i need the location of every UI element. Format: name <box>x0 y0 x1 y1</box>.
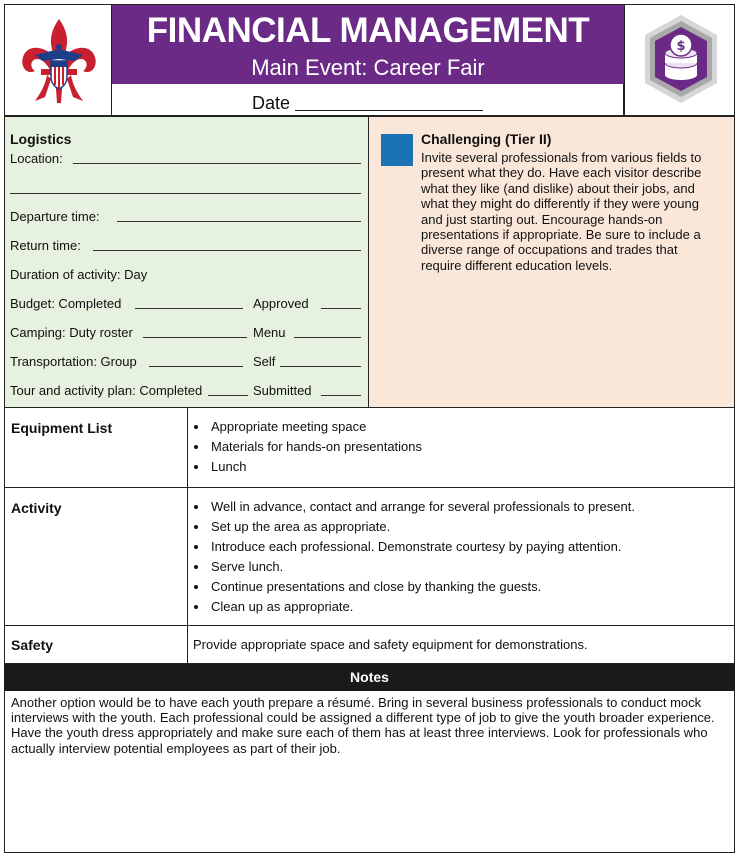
list-item: • Well in advance, contact and arrange for several professionals to present. <box>209 497 635 517</box>
date-field-line[interactable] <box>295 110 483 111</box>
departure-field[interactable] <box>117 221 361 222</box>
return-field[interactable] <box>93 250 361 251</box>
list-item: • Continue presentations and close by thanking the guests. <box>209 577 635 597</box>
tour-label: Tour and activity plan: Completed <box>10 383 203 398</box>
submitted-label: Submitted <box>253 383 312 398</box>
logistics-heading: Logistics <box>10 131 72 147</box>
page-title: FINANCIAL MANAGEMENT <box>146 11 590 50</box>
list-item: • Clean up as appropriate. <box>209 597 635 617</box>
activity-list <box>191 497 635 617</box>
list-item: • Materials for hands-on presentations <box>209 437 422 457</box>
self-label: Self <box>253 354 276 369</box>
location-field-line2[interactable] <box>10 193 361 194</box>
tier-title: Challenging (Tier II) <box>421 131 552 147</box>
list-item: • Introduce each professional. Demonstrate courtesy by paying attention. <box>209 537 635 557</box>
duration-label: Duration of activity: Day <box>10 267 148 282</box>
menu-label: Menu <box>253 325 286 340</box>
equipment-row <box>4 408 735 488</box>
approved-label: Approved <box>253 296 309 311</box>
self-field[interactable] <box>280 366 361 367</box>
camping-field[interactable] <box>143 337 247 338</box>
menu-field[interactable] <box>294 337 361 338</box>
column-divider <box>187 408 188 487</box>
column-divider <box>187 488 188 625</box>
budget-label: Budget: Completed <box>10 296 122 311</box>
date-box <box>112 84 624 116</box>
budget-field[interactable] <box>135 308 243 309</box>
activity-label: Activity <box>11 500 62 516</box>
camping-label: Camping: Duty roster <box>10 325 133 340</box>
tier-color-square <box>381 134 413 166</box>
transportation-label: Transportation: Group <box>10 354 137 369</box>
notes-text: Another option would be to have each youth prepare a résumé. Bring in several business professionals to conduct mock interviews with the youth. Each professional could be assigned a different type of job to give the youth broader experience. Have the youth dress appropriately and make sure each of them has at least three interviews. Look for professionals who actually interview potential employees as part of their job. <box>11 695 715 756</box>
svg-text:$: $ <box>676 39 686 54</box>
safety-text: Provide appropriate space and safety equipment for demonstrations. <box>193 637 588 652</box>
challenge-panel <box>369 116 735 408</box>
financial-management-coins-icon <box>625 5 736 117</box>
bsa-fleur-de-lis-icon <box>5 5 113 117</box>
approved-field[interactable] <box>321 308 361 309</box>
submitted-field[interactable] <box>321 395 361 396</box>
transportation-field[interactable] <box>149 366 243 367</box>
location-field[interactable] <box>73 163 361 164</box>
safety-label: Safety <box>11 637 54 653</box>
column-divider <box>187 626 188 663</box>
location-label: Location: <box>10 151 63 166</box>
equipment-label: Equipment List <box>11 420 113 436</box>
list-item: • Set up the area as appropriate. <box>209 517 635 537</box>
title-bar <box>112 4 624 84</box>
list-item: • Appropriate meeting space <box>209 417 422 437</box>
logistics-panel <box>4 116 369 408</box>
date-label: Date <box>252 93 291 113</box>
notes-panel <box>4 691 735 853</box>
list-item: • Serve lunch. <box>209 557 635 577</box>
return-label: Return time: <box>10 238 81 253</box>
page-subtitle: Main Event: Career Fair <box>251 55 485 80</box>
logo-panel <box>4 4 112 116</box>
equipment-list <box>191 417 422 477</box>
badge-panel <box>624 4 735 116</box>
safety-row <box>4 626 735 664</box>
activity-row <box>4 488 735 626</box>
tour-field[interactable] <box>208 395 248 396</box>
notes-heading: Notes <box>4 664 735 691</box>
tier-description: Invite several professionals from various fields to present what they do. Have each visitor describe what they like (and dislike) about their jobs, and what they might do differently if they were young and just starting out. Encourage hands-on presentations if appropriate. Be sure to include a diverse range of occupations and trades that require different education levels. <box>421 150 702 273</box>
list-item: • Lunch <box>209 457 422 477</box>
departure-label: Departure time: <box>10 209 100 224</box>
